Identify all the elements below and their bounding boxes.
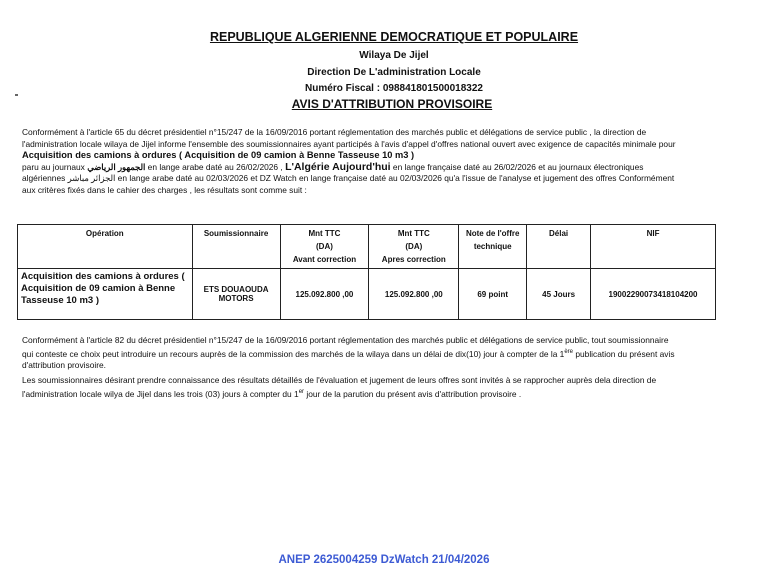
col-operation: Opération [18,225,193,269]
recours-line: d'attribution provisoire. [22,359,106,370]
cell-mnt-avant: 125.092.800 ,00 [280,269,369,320]
col-soumissionnaire: Soumissionnaire [192,225,280,269]
arabic-newspaper-name: الجزائر مباشر [67,173,116,184]
intro-line: paru au journaux الجمهور الرياضي en lange arabe daté au 26/02/2026 , L'Algérie Aujourd'hui en lange française daté au 26/02/2026 et au journaux électroniques [22,160,644,173]
fiscal-number: Numéro Fiscal : 098841801500018322 [305,83,483,94]
cell-mnt-apres: 125.092.800 ,00 [369,269,459,320]
recours-line: qui conteste ce choix peut introduire un recours auprès de la commission des marchés de la wilaya dans un délai de dix(10) jour à compter de la 1ère publication du présent avis [22,348,675,359]
col-mnt-apres: Mnt TTC (DA) Apres correction [369,225,459,269]
cell-soumissionnaire: ETS DOUAOUDA MOTORS [192,269,280,320]
intro-operation-line: Acquisition des camions à ordures ( Acquisition de 09 camion à Benne Tasseuse 10 m3 ) [22,150,415,161]
intro-line: algériennes الجزائر مباشر en lange arabe daté au 02/03/2026 et DZ Watch en lange française daté au 02/03/2026 qu'a l'issue de l'analyse et jugement des offres Conformément [22,173,675,184]
cell-nif: 19002290073418104200 [591,269,716,320]
col-delai: Délai [527,225,591,269]
results-table [17,224,716,320]
cell-note: 69 point [459,269,527,320]
wilaya-line: Wilaya De Jijel [359,50,429,61]
intro-line: aux critères fixés dans le cahier des charges , les résultats sont comme suit : [22,184,307,195]
cell-delai: 45 Jours [527,269,591,320]
intro-line: Conformément à l'article 65 du décret présidentiel n°15/247 de la 16/09/2016 portant réglementation des marchés public et délégations de service public , la direction de [22,127,647,137]
resultats-line: Les soumissionnaires désirant prendre connaissance des résultats détaillés de l'évaluation et jugement de leurs offres sont invités à se rapprocher auprès dela direction de [22,375,657,385]
direction-line: Direction De L'administration Locale [307,67,481,78]
col-mnt-avant: Mnt TTC (DA) Avant correction [280,225,369,269]
table-header-row [18,225,716,269]
scan-mark [15,94,18,96]
col-note: Note de l'offre technique [459,225,527,269]
recours-line: Conformément à l'article 82 du décret présidentiel n°15/247 de la 16/09/2016 portant réglementation des marchés public et délégations de service public, tout soumissionnaire [22,335,669,345]
intro-paragraph [22,127,762,197]
intro-line: l'administration locale wilaya de Jijel informe l'ensemble des soumissionnaires ayant participés à l'avis d'appel d'offres national ouvert avec exigence de capacités minimale pour [22,138,676,149]
newspaper-name: L'Algérie Aujourd'hui [285,160,391,173]
anep-footer: ANEP 2625004259 DzWatch 21/04/2026 [278,554,490,566]
col-nif: NIF [591,225,716,269]
recours-paragraph [22,335,762,372]
cell-operation: Acquisition des camions à ordures ( Acquisition de 09 camion à Benne Tasseuse 10 m3 ) [18,269,193,320]
republic-title: REPUBLIQUE ALGERIENNE DEMOCRATIQUE ET POPULAIRE [209,30,579,44]
table-row [18,269,716,320]
avis-title: AVIS D'ATTRIBUTION PROVISOIRE [291,97,493,111]
resultats-line: l'administration locale wilya de Jijel dans les trois (03) jours à compter du 1er jour de la parution du présent avis d'attribution provisoire . [22,388,522,399]
arabic-newspaper-name: الجمهور الرياضي [87,161,146,172]
resultats-paragraph [22,375,762,400]
